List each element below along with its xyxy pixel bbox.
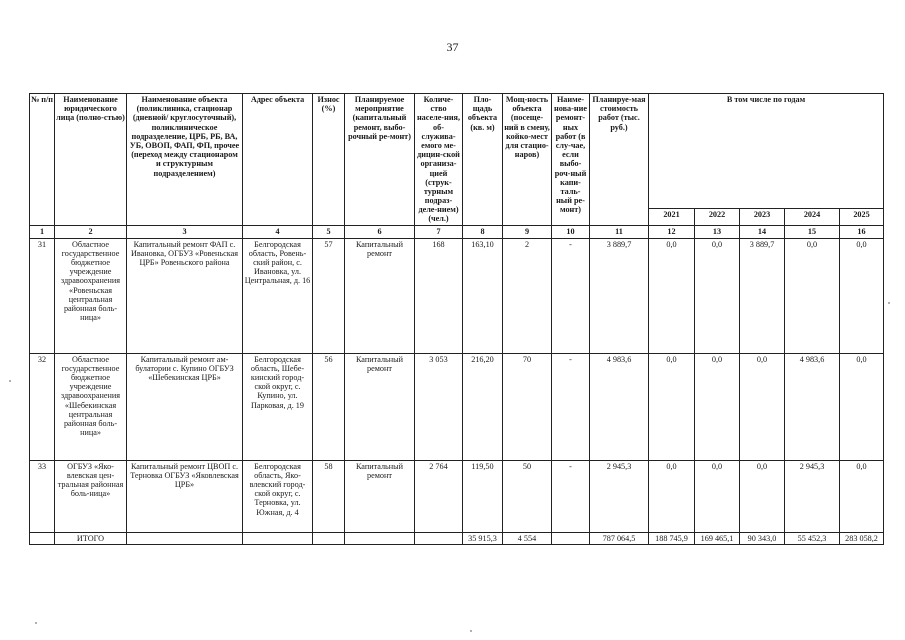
column-number: 9 — [503, 225, 552, 238]
total-empty — [313, 532, 345, 544]
row-capacity: 70 — [503, 353, 552, 460]
column-number: 4 — [243, 225, 313, 238]
column-number: 14 — [740, 225, 785, 238]
total-label: ИТОГО — [55, 532, 127, 544]
header-works-name: Наиме-нова-ние ремонт-ных работ (в слу-чае, если выбо-роч-ный капи-таль-ный ре-монт) — [552, 94, 590, 226]
header-planned-cost: Планируе-мая стоимость работ (тыс. руб.) — [590, 94, 649, 226]
header-population: Количе-ство населе-ния, об-служива-емого ме-дицин-ской организа-цией (струк-турным подраз-деле-нием) (чел.) — [415, 94, 463, 226]
header-object-name: Наименование объекта (поликлиника, стационар (дневной/ круглосуточный), поликлиническое подразделение, ЦРБ, РБ, ВА, УБ, ОВОП, ФАП, ФП, прочее (переход между стационаром и структурным подразделением) — [127, 94, 243, 226]
column-number: 5 — [313, 225, 345, 238]
column-number: 10 — [552, 225, 590, 238]
column-number: 16 — [840, 225, 884, 238]
table-row — [30, 353, 884, 460]
scan-speck — [35, 622, 37, 624]
capital-repair-table — [29, 93, 884, 545]
row-planned-event: Капитальный ремонт — [345, 238, 415, 353]
column-number: 11 — [590, 225, 649, 238]
row-population: 2 764 — [415, 460, 463, 532]
row-2024: 0,0 — [785, 238, 840, 353]
total-empty — [127, 532, 243, 544]
column-number: 6 — [345, 225, 415, 238]
total-2022: 169 465,1 — [695, 532, 740, 544]
column-number: 3 — [127, 225, 243, 238]
row-legal-entity: Областное государственное бюджетное учреждение здравоохранения «Ровеньская центральная районная боль-ница» — [55, 238, 127, 353]
row-2024: 4 983,6 — [785, 353, 840, 460]
header-year-2023: 2023 — [740, 208, 785, 225]
row-object-name: Капитальный ремонт ФАП с. Ивановка, ОГБУЗ «Ровеньская ЦРБ» Ровеньского района — [127, 238, 243, 353]
header-year-2024: 2024 — [785, 208, 840, 225]
row-legal-entity: Областное государственное бюджетное учреждение здравоохранения «Шебекинская центральная районная боль-ница» — [55, 353, 127, 460]
row-planned-event: Капитальный ремонт — [345, 353, 415, 460]
column-number: 1 — [30, 225, 55, 238]
row-2025: 0,0 — [840, 238, 884, 353]
row-2022: 0,0 — [695, 460, 740, 532]
row-2025: 0,0 — [840, 460, 884, 532]
table-row — [30, 238, 884, 353]
total-2023: 90 343,0 — [740, 532, 785, 544]
row-area: 163,10 — [463, 238, 503, 353]
row-works-name: - — [552, 238, 590, 353]
total-empty — [415, 532, 463, 544]
row-capacity: 2 — [503, 238, 552, 353]
total-area: 35 915,3 — [463, 532, 503, 544]
header-year-2021: 2021 — [649, 208, 695, 225]
row-no: 33 — [30, 460, 55, 532]
header-year-2025: 2025 — [840, 208, 884, 225]
column-number: 8 — [463, 225, 503, 238]
header-address: Адрес объекта — [243, 94, 313, 226]
total-empty — [243, 532, 313, 544]
row-legal-entity: ОГБУЗ «Яко-влевская цен-тральная районная боль-ница» — [55, 460, 127, 532]
row-address: Белгородская область, Яко-влевский город-ской округ, с. Терновка, ул. Южная, д. 4 — [243, 460, 313, 532]
column-number: 7 — [415, 225, 463, 238]
column-number: 2 — [55, 225, 127, 238]
scan-speck — [9, 380, 11, 382]
scan-speck — [888, 302, 890, 304]
header-by-years: В том числе по годам — [649, 94, 884, 209]
scan-speck — [470, 630, 472, 632]
table-row — [30, 460, 884, 532]
row-no: 31 — [30, 238, 55, 353]
column-number: 13 — [695, 225, 740, 238]
row-address: Белгородская область, Ровень-ский район, с. Ивановка, ул. Центральная, д. 16 — [243, 238, 313, 353]
row-2021: 0,0 — [649, 353, 695, 460]
row-2025: 0,0 — [840, 353, 884, 460]
header-legal-entity: Наименование юридического лица (полно-стью) — [55, 94, 127, 226]
row-2023: 3 889,7 — [740, 238, 785, 353]
header-row — [30, 94, 884, 209]
row-address: Белгородская область, Шебе-кинский город-ской округ, с. Купино, ул. Парковая, д. 19 — [243, 353, 313, 460]
column-number: 12 — [649, 225, 695, 238]
total-2024: 55 452,3 — [785, 532, 840, 544]
column-number: 15 — [785, 225, 840, 238]
row-no: 32 — [30, 353, 55, 460]
total-planned-cost: 787 064,5 — [590, 532, 649, 544]
row-2021: 0,0 — [649, 460, 695, 532]
total-empty — [30, 532, 55, 544]
row-2022: 0,0 — [695, 353, 740, 460]
row-2022: 0,0 — [695, 238, 740, 353]
row-object-name: Капитальный ремонт ЦВОП с. Терновка ОГБУЗ «Яковлевская ЦРБ» — [127, 460, 243, 532]
total-row — [30, 532, 884, 544]
row-planned-event: Капитальный ремонт — [345, 460, 415, 532]
row-works-name: - — [552, 353, 590, 460]
total-empty — [552, 532, 590, 544]
row-2024: 2 945,3 — [785, 460, 840, 532]
row-object-name: Капитальный ремонт ам-булатории с. Купино ОГБУЗ «Шебекинская ЦРБ» — [127, 353, 243, 460]
row-area: 216,20 — [463, 353, 503, 460]
total-2021: 188 745,9 — [649, 532, 695, 544]
header-capacity: Мощ-ность объекта (посеще-ний в смену, койко-мест для стацио-наров) — [503, 94, 552, 226]
row-planned-cost: 4 983,6 — [590, 353, 649, 460]
row-area: 119,50 — [463, 460, 503, 532]
row-2023: 0,0 — [740, 460, 785, 532]
row-wear: 56 — [313, 353, 345, 460]
row-2023: 0,0 — [740, 353, 785, 460]
row-planned-cost: 2 945,3 — [590, 460, 649, 532]
header-wear: Износ (%) — [313, 94, 345, 226]
row-wear: 58 — [313, 460, 345, 532]
header-no: № п/п — [30, 94, 55, 226]
row-planned-cost: 3 889,7 — [590, 238, 649, 353]
header-year-2022: 2022 — [695, 208, 740, 225]
header-planned-event: Планируемое мероприятие (капитальный ремонт, выбо-рочный ре-монт) — [345, 94, 415, 226]
row-wear: 57 — [313, 238, 345, 353]
row-works-name: - — [552, 460, 590, 532]
column-number-row — [30, 225, 884, 238]
header-area: Пло-щадь объекта (кв. м) — [463, 94, 503, 226]
total-empty — [345, 532, 415, 544]
row-population: 3 053 — [415, 353, 463, 460]
row-capacity: 50 — [503, 460, 552, 532]
page-number: 37 — [446, 40, 459, 54]
row-population: 168 — [415, 238, 463, 353]
total-capacity: 4 554 — [503, 532, 552, 544]
total-2025: 283 058,2 — [840, 532, 884, 544]
row-2021: 0,0 — [649, 238, 695, 353]
